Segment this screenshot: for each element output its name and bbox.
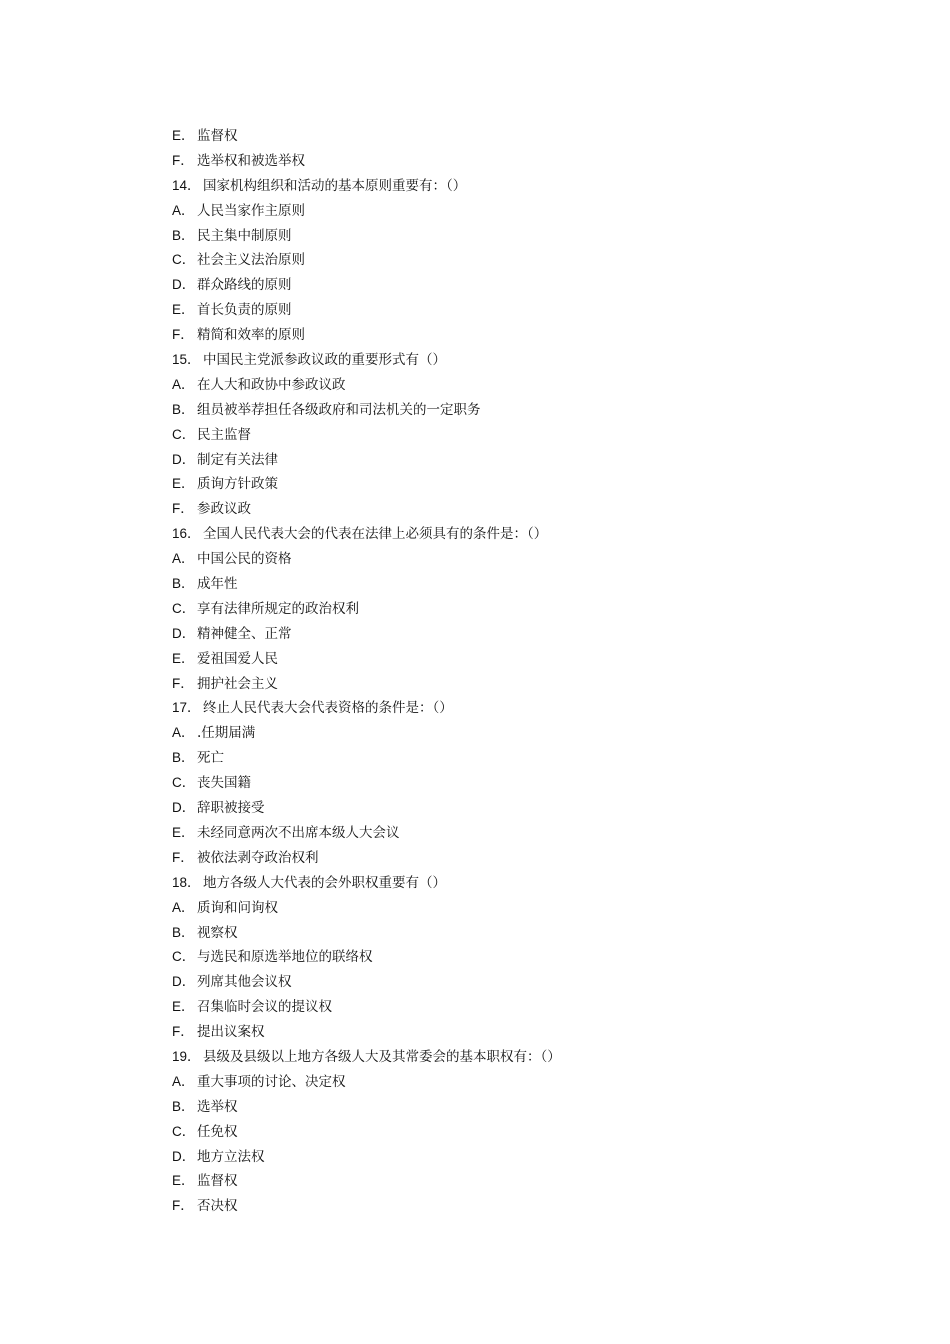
option-text: 精神健全、正常	[197, 625, 292, 642]
option-text: 提出议案权	[197, 1024, 265, 1041]
option-line	[172, 1120, 872, 1145]
option-line	[172, 896, 872, 921]
option-line	[172, 572, 872, 597]
option-letter: F．	[172, 849, 194, 865]
option-letter: E．	[172, 128, 195, 143]
option-text: 选举权	[197, 1098, 238, 1115]
option-line	[172, 323, 872, 348]
option-line	[172, 199, 872, 224]
option-letter: A．	[172, 202, 195, 218]
option-text: 中国公民的资格	[197, 551, 292, 568]
option-line	[172, 373, 872, 398]
option-line	[172, 970, 872, 995]
option-text: 任免权	[197, 1123, 238, 1140]
document-page	[172, 124, 872, 1219]
option-text: .任期届满	[197, 725, 256, 742]
question-number: 17．	[172, 700, 201, 716]
option-line	[172, 224, 872, 249]
option-line	[172, 821, 872, 846]
option-line	[172, 746, 872, 771]
option-letter: C．	[172, 1123, 196, 1139]
option-line	[172, 1194, 872, 1219]
question-line	[172, 522, 872, 547]
option-text: 监督权	[197, 1173, 238, 1190]
question-line	[172, 696, 872, 721]
option-letter: D．	[172, 1148, 196, 1164]
option-line	[172, 1145, 872, 1170]
option-text: 未经同意两次不出席本级人大会议	[197, 824, 400, 841]
option-line	[172, 398, 872, 423]
option-letter: C．	[172, 949, 196, 965]
option-text: 人民当家作主原则	[197, 202, 305, 219]
option-line	[172, 124, 872, 149]
option-letter: D．	[172, 800, 196, 816]
option-letter: C．	[172, 600, 196, 616]
option-line	[172, 423, 872, 448]
option-line	[172, 1169, 872, 1194]
option-text: 选举权和被选举权	[197, 152, 305, 169]
option-line	[172, 921, 872, 946]
question-number: 15．	[172, 352, 201, 368]
option-text: 群众路线的原则	[197, 277, 292, 294]
option-text: 地方立法权	[197, 1148, 265, 1165]
option-letter: F．	[172, 1198, 194, 1214]
option-text: 重大事项的讨论、决定权	[197, 1073, 346, 1090]
option-letter: B．	[172, 1098, 195, 1114]
option-line	[172, 721, 872, 746]
option-text: 民主监督	[197, 426, 251, 443]
option-line	[172, 273, 872, 298]
question-text: 全国人民代表大会的代表在法律上必须具有的条件是：（）	[203, 526, 548, 543]
option-letter: B．	[172, 750, 195, 766]
option-letter: F．	[172, 152, 194, 168]
question-text: 国家机构组织和活动的基本原则重要有：（）	[203, 177, 467, 194]
option-text: 质询方针政策	[197, 476, 278, 493]
option-line	[172, 472, 872, 497]
option-letter: A．	[172, 1073, 195, 1089]
option-letter: F．	[172, 1024, 194, 1040]
option-text: 召集临时会议的提议权	[197, 999, 332, 1016]
option-text: 社会主义法治原则	[197, 252, 305, 269]
question-line	[172, 174, 872, 199]
option-text: 组员被举荐担任各级政府和司法机关的一定职务	[197, 401, 481, 418]
option-text: 与选民和原选举地位的联络权	[197, 949, 373, 966]
option-text: 精简和效率的原则	[197, 327, 305, 344]
option-letter: A．	[172, 376, 195, 392]
option-line	[172, 547, 872, 572]
option-letter: F．	[172, 675, 194, 691]
option-line	[172, 597, 872, 622]
option-line	[172, 945, 872, 970]
option-line	[172, 298, 872, 323]
option-letter: C．	[172, 426, 196, 442]
option-line	[172, 149, 872, 174]
option-letter: A．	[172, 725, 195, 741]
option-text: 列席其他会议权	[197, 974, 292, 991]
option-text: 制定有关法律	[197, 451, 278, 468]
option-text: 质询和问询权	[197, 899, 278, 916]
option-line	[172, 846, 872, 871]
option-text: 拥护社会主义	[197, 675, 278, 692]
question-number: 18．	[172, 874, 201, 890]
question-line	[172, 1045, 872, 1070]
option-letter: B．	[172, 924, 195, 940]
option-text: 死亡	[197, 750, 224, 767]
option-letter: B．	[172, 401, 195, 417]
question-text: 中国民主党派参政议政的重要形式有（）	[203, 352, 446, 369]
option-letter: E．	[172, 1173, 195, 1189]
question-number: 16．	[172, 526, 201, 542]
option-letter: E．	[172, 302, 195, 318]
option-line	[172, 796, 872, 821]
option-line	[172, 448, 872, 473]
option-line	[172, 771, 872, 796]
option-text: 首长负责的原则	[197, 302, 292, 319]
option-letter: C．	[172, 775, 196, 791]
question-text: 终止人民代表大会代表资格的条件是：（）	[203, 700, 453, 717]
option-letter: A．	[172, 899, 195, 915]
option-letter: D．	[172, 277, 196, 293]
option-letter: D．	[172, 451, 196, 467]
option-letter: F．	[172, 327, 194, 343]
option-text: 成年性	[197, 576, 238, 593]
option-letter: E．	[172, 650, 195, 666]
option-text: 参政议政	[197, 501, 251, 518]
option-text: 丧失国籍	[197, 775, 251, 792]
option-line	[172, 672, 872, 697]
question-number: 14．	[172, 177, 201, 193]
option-text: 监督权	[197, 128, 238, 144]
option-letter: B．	[172, 576, 195, 592]
option-letter: D．	[172, 625, 196, 641]
option-letter: C．	[172, 252, 196, 268]
option-line	[172, 647, 872, 672]
option-line	[172, 1020, 872, 1045]
question-text: 县级及县级以上地方各级人大及其常委会的基本职权有：（）	[203, 1048, 561, 1065]
option-letter: F．	[172, 501, 194, 517]
option-text: 民主集中制原则	[197, 227, 292, 244]
option-text: 视察权	[197, 924, 238, 941]
option-text: 辞职被接受	[197, 800, 265, 817]
option-text: 爱祖国爱人民	[197, 650, 278, 667]
option-line	[172, 248, 872, 273]
option-letter: E．	[172, 476, 195, 492]
question-number: 19．	[172, 1048, 201, 1064]
option-letter: B．	[172, 227, 195, 243]
option-line	[172, 1070, 872, 1095]
option-text: 享有法律所规定的政治权利	[197, 600, 359, 617]
option-text: 否决权	[197, 1198, 238, 1215]
option-letter: D．	[172, 974, 196, 990]
option-line	[172, 497, 872, 522]
option-letter: E．	[172, 824, 195, 840]
option-text: 被依法剥夺政治权利	[197, 849, 319, 866]
question-line	[172, 871, 872, 896]
option-text: 在人大和政协中参政议政	[197, 376, 346, 393]
option-line	[172, 995, 872, 1020]
option-letter: E．	[172, 999, 195, 1015]
option-letter: A．	[172, 551, 195, 567]
question-text: 地方各级人大代表的会外职权重要有（）	[203, 874, 446, 891]
option-line	[172, 622, 872, 647]
question-line	[172, 348, 872, 373]
option-line	[172, 1095, 872, 1120]
